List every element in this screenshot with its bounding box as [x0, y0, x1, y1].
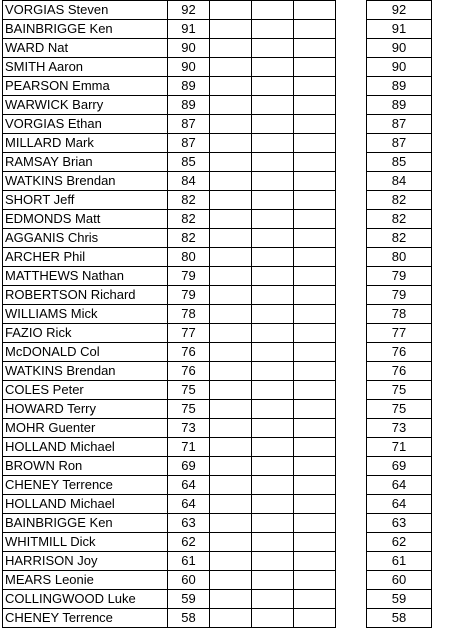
column-gap [336, 153, 367, 172]
empty-cell [294, 419, 336, 438]
total-cell: 59 [367, 590, 432, 609]
table-row [3, 1, 432, 20]
total-cell: 85 [367, 153, 432, 172]
empty-cell [252, 96, 294, 115]
table-row [3, 533, 432, 552]
empty-cell [210, 438, 252, 457]
table-row [3, 514, 432, 533]
empty-cell [210, 267, 252, 286]
empty-cell [252, 343, 294, 362]
empty-cell [252, 1, 294, 20]
empty-cell [210, 58, 252, 77]
empty-cell [294, 381, 336, 400]
name-cell: PEARSON Emma [3, 77, 168, 96]
empty-cell [210, 191, 252, 210]
empty-cell [252, 39, 294, 58]
total-cell: 82 [367, 229, 432, 248]
column-gap [336, 609, 367, 628]
name-cell: MOHR Guenter [3, 419, 168, 438]
name-cell: McDONALD Col [3, 343, 168, 362]
total-cell: 80 [367, 248, 432, 267]
score-cell: 91 [168, 20, 210, 39]
empty-cell [252, 476, 294, 495]
empty-cell [294, 400, 336, 419]
column-gap [336, 20, 367, 39]
name-cell: FAZIO Rick [3, 324, 168, 343]
empty-cell [210, 362, 252, 381]
score-cell: 58 [168, 609, 210, 628]
empty-cell [252, 20, 294, 39]
empty-cell [294, 609, 336, 628]
name-cell: WARWICK Barry [3, 96, 168, 115]
score-cell: 84 [168, 172, 210, 191]
table-row [3, 609, 432, 628]
table-row [3, 305, 432, 324]
empty-cell [210, 134, 252, 153]
scores-table-body [3, 1, 432, 628]
score-cell: 87 [168, 134, 210, 153]
empty-cell [294, 267, 336, 286]
empty-cell [294, 115, 336, 134]
empty-cell [210, 495, 252, 514]
empty-cell [294, 457, 336, 476]
column-gap [336, 248, 367, 267]
empty-cell [210, 305, 252, 324]
empty-cell [294, 438, 336, 457]
total-cell: 79 [367, 267, 432, 286]
name-cell: COLES Peter [3, 381, 168, 400]
empty-cell [210, 324, 252, 343]
empty-cell [294, 1, 336, 20]
table-row [3, 381, 432, 400]
empty-cell [252, 438, 294, 457]
score-cell: 87 [168, 115, 210, 134]
name-cell: ROBERTSON Richard [3, 286, 168, 305]
empty-cell [210, 381, 252, 400]
name-cell: VORGIAS Ethan [3, 115, 168, 134]
score-cell: 82 [168, 229, 210, 248]
empty-cell [210, 552, 252, 571]
empty-cell [252, 305, 294, 324]
empty-cell [210, 172, 252, 191]
empty-cell [294, 514, 336, 533]
column-gap [336, 115, 367, 134]
table-row [3, 134, 432, 153]
table-row [3, 248, 432, 267]
total-cell: 79 [367, 286, 432, 305]
empty-cell [294, 305, 336, 324]
empty-cell [294, 248, 336, 267]
total-cell: 60 [367, 571, 432, 590]
empty-cell [294, 571, 336, 590]
score-cell: 75 [168, 381, 210, 400]
empty-cell [210, 210, 252, 229]
table-row [3, 324, 432, 343]
column-gap [336, 96, 367, 115]
empty-cell [210, 457, 252, 476]
total-cell: 62 [367, 533, 432, 552]
score-cell: 64 [168, 476, 210, 495]
column-gap [336, 172, 367, 191]
column-gap [336, 457, 367, 476]
total-cell: 58 [367, 609, 432, 628]
empty-cell [210, 514, 252, 533]
total-cell: 75 [367, 381, 432, 400]
empty-cell [252, 210, 294, 229]
column-gap [336, 305, 367, 324]
empty-cell [294, 96, 336, 115]
table-row [3, 419, 432, 438]
empty-cell [252, 286, 294, 305]
empty-cell [294, 362, 336, 381]
name-cell: ARCHER Phil [3, 248, 168, 267]
name-cell: CHENEY Terrence [3, 609, 168, 628]
empty-cell [210, 248, 252, 267]
total-cell: 73 [367, 419, 432, 438]
column-gap [336, 77, 367, 96]
empty-cell [294, 153, 336, 172]
empty-cell [294, 77, 336, 96]
empty-cell [294, 39, 336, 58]
empty-cell [294, 343, 336, 362]
empty-cell [210, 153, 252, 172]
name-cell: RAMSAY Brian [3, 153, 168, 172]
name-cell: WATKINS Brendan [3, 362, 168, 381]
table-row [3, 400, 432, 419]
name-cell: WHITMILL Dick [3, 533, 168, 552]
total-cell: 69 [367, 457, 432, 476]
empty-cell [252, 571, 294, 590]
table-row [3, 153, 432, 172]
empty-cell [294, 533, 336, 552]
name-cell: COLLINGWOOD Luke [3, 590, 168, 609]
empty-cell [252, 58, 294, 77]
name-cell: MILLARD Mark [3, 134, 168, 153]
total-cell: 90 [367, 58, 432, 77]
empty-cell [294, 172, 336, 191]
name-cell: BAINBRIGGE Ken [3, 20, 168, 39]
empty-cell [252, 134, 294, 153]
table-row [3, 438, 432, 457]
empty-cell [210, 343, 252, 362]
total-cell: 61 [367, 552, 432, 571]
empty-cell [252, 457, 294, 476]
table-row [3, 210, 432, 229]
column-gap [336, 229, 367, 248]
table-row [3, 20, 432, 39]
name-cell: CHENEY Terrence [3, 476, 168, 495]
empty-cell [294, 552, 336, 571]
total-cell: 76 [367, 343, 432, 362]
name-cell: BAINBRIGGE Ken [3, 514, 168, 533]
score-cell: 82 [168, 191, 210, 210]
table-row [3, 457, 432, 476]
table-row [3, 267, 432, 286]
name-cell: WATKINS Brendan [3, 172, 168, 191]
empty-cell [210, 419, 252, 438]
score-cell: 62 [168, 533, 210, 552]
empty-cell [252, 381, 294, 400]
empty-cell [252, 77, 294, 96]
empty-cell [294, 324, 336, 343]
table-row [3, 115, 432, 134]
score-cell: 90 [168, 39, 210, 58]
total-cell: 75 [367, 400, 432, 419]
column-gap [336, 514, 367, 533]
empty-cell [210, 400, 252, 419]
name-cell: MATTHEWS Nathan [3, 267, 168, 286]
total-cell: 87 [367, 115, 432, 134]
empty-cell [252, 514, 294, 533]
total-cell: 91 [367, 20, 432, 39]
name-cell: SMITH Aaron [3, 58, 168, 77]
score-cell: 64 [168, 495, 210, 514]
total-cell: 87 [367, 134, 432, 153]
empty-cell [210, 1, 252, 20]
table-row [3, 590, 432, 609]
empty-cell [210, 476, 252, 495]
empty-cell [294, 58, 336, 77]
empty-cell [210, 229, 252, 248]
empty-cell [294, 20, 336, 39]
score-cell: 85 [168, 153, 210, 172]
empty-cell [210, 96, 252, 115]
column-gap [336, 533, 367, 552]
score-cell: 82 [168, 210, 210, 229]
total-cell: 71 [367, 438, 432, 457]
empty-cell [252, 248, 294, 267]
total-cell: 89 [367, 77, 432, 96]
name-cell: WARD Nat [3, 39, 168, 58]
score-cell: 79 [168, 267, 210, 286]
empty-cell [252, 400, 294, 419]
empty-cell [210, 571, 252, 590]
empty-cell [294, 229, 336, 248]
empty-cell [252, 267, 294, 286]
score-cell: 90 [168, 58, 210, 77]
total-cell: 64 [367, 476, 432, 495]
column-gap [336, 286, 367, 305]
empty-cell [294, 495, 336, 514]
empty-cell [252, 115, 294, 134]
total-cell: 92 [367, 1, 432, 20]
column-gap [336, 134, 367, 153]
score-cell: 61 [168, 552, 210, 571]
column-gap [336, 267, 367, 286]
column-gap [336, 1, 367, 20]
score-cell: 75 [168, 400, 210, 419]
column-gap [336, 476, 367, 495]
total-cell: 89 [367, 96, 432, 115]
column-gap [336, 191, 367, 210]
empty-cell [252, 362, 294, 381]
column-gap [336, 343, 367, 362]
empty-cell [210, 77, 252, 96]
score-cell: 77 [168, 324, 210, 343]
column-gap [336, 362, 367, 381]
empty-cell [252, 191, 294, 210]
score-cell: 89 [168, 96, 210, 115]
name-cell: WILLIAMS Mick [3, 305, 168, 324]
total-cell: 84 [367, 172, 432, 191]
table-row [3, 96, 432, 115]
table-row [3, 476, 432, 495]
name-cell: SHORT Jeff [3, 191, 168, 210]
empty-cell [252, 495, 294, 514]
table-row [3, 571, 432, 590]
scores-table [2, 0, 432, 628]
empty-cell [210, 590, 252, 609]
empty-cell [294, 476, 336, 495]
table-row [3, 39, 432, 58]
table-row [3, 495, 432, 514]
empty-cell [252, 172, 294, 191]
table-row [3, 172, 432, 191]
empty-cell [252, 324, 294, 343]
table-row [3, 77, 432, 96]
empty-cell [252, 552, 294, 571]
name-cell: BROWN Ron [3, 457, 168, 476]
name-cell: VORGIAS Steven [3, 1, 168, 20]
empty-cell [210, 609, 252, 628]
empty-cell [252, 229, 294, 248]
empty-cell [252, 533, 294, 552]
table-row [3, 362, 432, 381]
score-cell: 76 [168, 343, 210, 362]
name-cell: HOLLAND Michael [3, 495, 168, 514]
total-cell: 64 [367, 495, 432, 514]
empty-cell [210, 533, 252, 552]
empty-cell [294, 286, 336, 305]
total-cell: 82 [367, 191, 432, 210]
total-cell: 76 [367, 362, 432, 381]
empty-cell [294, 590, 336, 609]
table-row [3, 286, 432, 305]
score-cell: 60 [168, 571, 210, 590]
score-cell: 79 [168, 286, 210, 305]
column-gap [336, 438, 367, 457]
score-cell: 89 [168, 77, 210, 96]
empty-cell [294, 134, 336, 153]
empty-cell [294, 191, 336, 210]
empty-cell [210, 20, 252, 39]
empty-cell [252, 590, 294, 609]
name-cell: EDMONDS Matt [3, 210, 168, 229]
empty-cell [210, 39, 252, 58]
score-cell: 59 [168, 590, 210, 609]
total-cell: 78 [367, 305, 432, 324]
column-gap [336, 571, 367, 590]
score-cell: 71 [168, 438, 210, 457]
score-cell: 73 [168, 419, 210, 438]
score-cell: 76 [168, 362, 210, 381]
column-gap [336, 552, 367, 571]
score-cell: 80 [168, 248, 210, 267]
column-gap [336, 381, 367, 400]
column-gap [336, 400, 367, 419]
table-row [3, 343, 432, 362]
table-row [3, 552, 432, 571]
total-cell: 77 [367, 324, 432, 343]
column-gap [336, 210, 367, 229]
name-cell: MEARS Leonie [3, 571, 168, 590]
total-cell: 63 [367, 514, 432, 533]
empty-cell [252, 609, 294, 628]
total-cell: 90 [367, 39, 432, 58]
name-cell: HARRISON Joy [3, 552, 168, 571]
name-cell: AGGANIS Chris [3, 229, 168, 248]
column-gap [336, 590, 367, 609]
table-row [3, 58, 432, 77]
total-cell: 82 [367, 210, 432, 229]
column-gap [336, 58, 367, 77]
column-gap [336, 324, 367, 343]
column-gap [336, 39, 367, 58]
name-cell: HOLLAND Michael [3, 438, 168, 457]
empty-cell [210, 115, 252, 134]
column-gap [336, 495, 367, 514]
score-cell: 78 [168, 305, 210, 324]
score-cell: 63 [168, 514, 210, 533]
empty-cell [252, 153, 294, 172]
empty-cell [210, 286, 252, 305]
column-gap [336, 419, 367, 438]
score-cell: 69 [168, 457, 210, 476]
table-row [3, 229, 432, 248]
name-cell: HOWARD Terry [3, 400, 168, 419]
table-row [3, 191, 432, 210]
empty-cell [252, 419, 294, 438]
score-cell: 92 [168, 1, 210, 20]
empty-cell [294, 210, 336, 229]
